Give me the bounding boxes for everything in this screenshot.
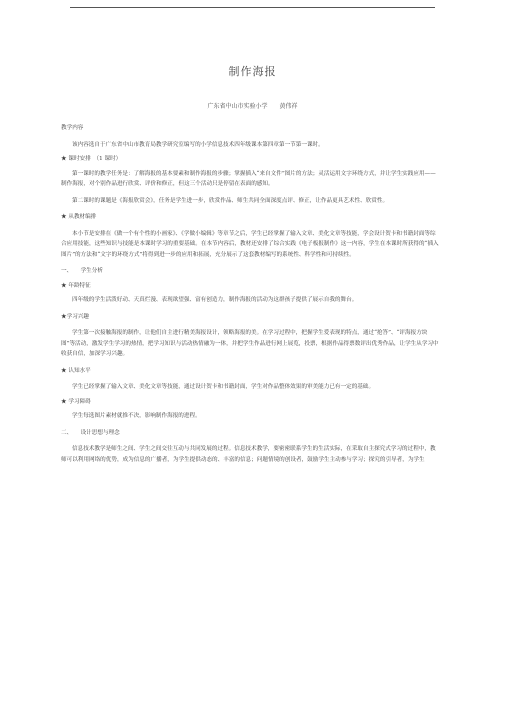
paragraph: 学生每选图片素材就推不决，影响制作海报的进程。 xyxy=(72,413,201,419)
document-title: 制作海报 xyxy=(228,65,277,78)
section-heading: 二、 设计思想与理念 xyxy=(61,429,120,436)
paragraph: 学生第一次接触海报的制作，让他们自主进行精美海报设计，领略海报的美。在学习过程中，把握学生爱表现的特点，通过“抢答”、“评海报方块图”等活动，激发学生学习的热情，把学习知识与活动热情融为一体，并把学生作品进行网上展览，投票，根据作品得票数评出优秀作品，让学生从学习中收获自信，加深学习兴趣。 xyxy=(61,330,439,357)
paragraph: 信息技术教学是师生之间、学生之间交往互动与共同发展的过程。信息技术教学，要密密联系学生的生活实际，在采取自主探究式学习的过程中，教师可以利用网络的优势，成为信息的广播者，为学生提供动态的、丰富的信息；问题情境的创设者，鼓励学生主动参与学习；探究的引导者，为学生 xyxy=(61,446,436,463)
section-heading: 一、 学生分析 xyxy=(61,268,103,274)
paragraph: 该内容选自于广东省中山市教育局教学研究室编写的小学信息技术四年级课本第四章第一节第一课时。 xyxy=(72,141,324,148)
paragraph: 本小节是安排在《做一个有个性的小画家》、《学做小编辑》等章节之后，学生已经掌握了输入文章、美化文章等技能，学会设计贺卡和书籍封面等综合应用技能，这些知识与技能是本课时学习的重要基础。在本节内容后，教材还安排了综合实践《电子板报制作》这一内容，学生在本课时所获得的“插入图片”的方法和“文字的环绕方式”将得到进一步的应用和拓展，充分展示了这套教材编写的系统性、科学性和可持续性。 xyxy=(61,230,439,258)
bullet-heading: ★ 课时安排 （1 课时） xyxy=(61,156,122,162)
paragraph: 四年级的学生活泼好动、天真烂漫、表现欲望强、富有创造力，制作海报的活动为这群孩子提供了展示自我的舞台。 xyxy=(72,297,358,303)
paragraph: 学生已经掌握了输入文章、美化文章等技能，通过设计贺卡和书籍封面，学生对作品整体效果的审美能力已有一定的基础。 xyxy=(72,384,375,390)
paragraph: 第二课时的课题是《海报欣赏会》，任务是学生进一步，欣赏作品、师生共同全面深度点评、修正，让作品更具艺术性、欣赏性。 xyxy=(72,197,389,204)
bullet-heading: ★ 年龄特征 xyxy=(61,282,91,289)
bullet-heading: ★ 从教材编排 xyxy=(61,214,97,220)
section-label: 教学内容 xyxy=(61,125,84,131)
bullet-heading: ★ 学习障碍 xyxy=(61,398,91,405)
bullet-heading: ★ 认知水平 xyxy=(61,367,91,374)
byline-school: 广东省中山市实验小学 xyxy=(207,103,268,110)
byline xyxy=(0,101,505,110)
document-body xyxy=(61,123,441,465)
paragraph: 第一课时的教学任务是：了解海报的基本要素和制作海报的步骤；掌握插入“来自文件”图片的方法；灵活运用文字环绕方式，并让学生实践应用——制作海报，对个别作品进行欣赏、评价和修正，但这三个活动只是停留在表面的感知。 xyxy=(61,170,436,187)
bullet-heading: ★学习兴趣 xyxy=(61,313,89,320)
byline-author: 黄伟祥 xyxy=(279,103,298,110)
